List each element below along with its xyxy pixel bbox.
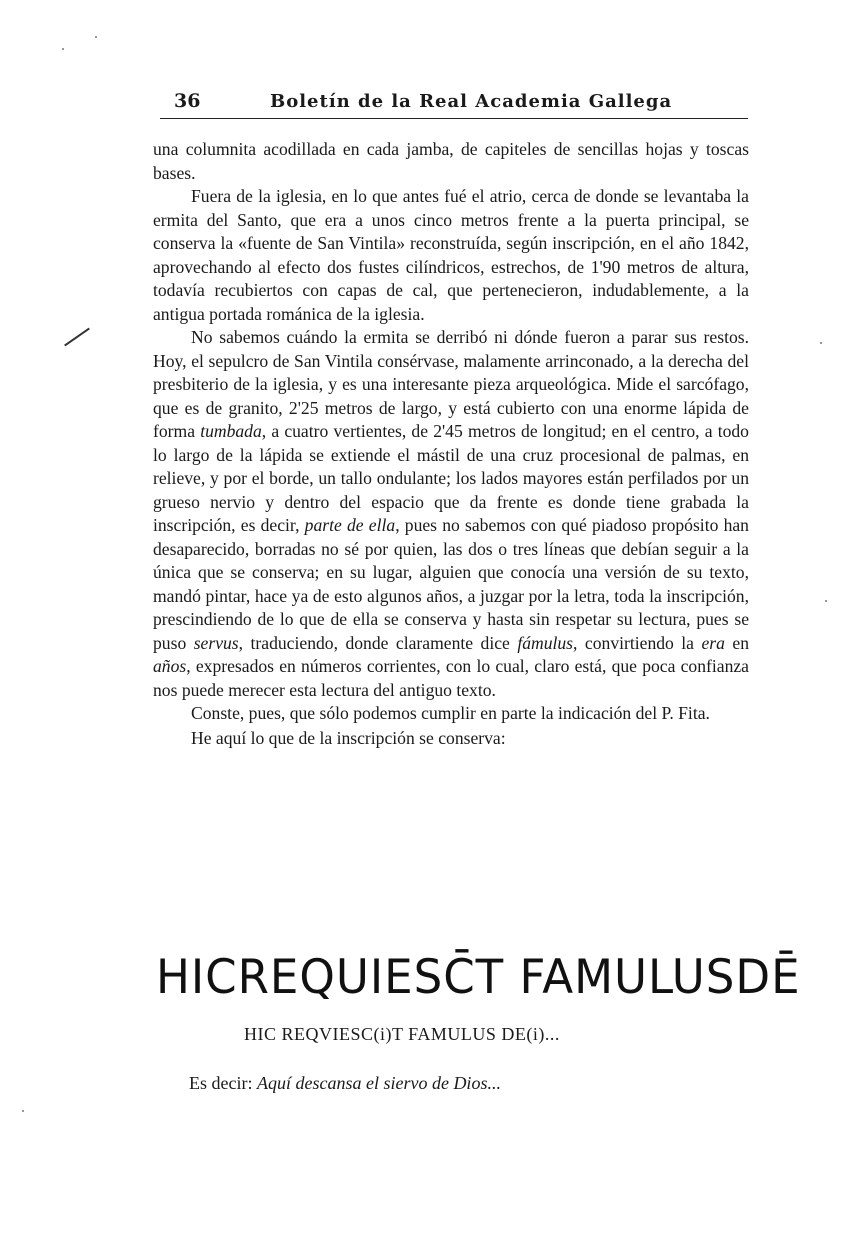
translation-text: Aquí descansa el siervo de Dios... [256, 1073, 501, 1093]
paper-speck [62, 48, 64, 50]
paragraph-continuation: una columnita acodillada en cada jamba, de capiteles de sencillas hojas y toscas bases. [153, 139, 749, 183]
translation-label: Es decir: [189, 1073, 253, 1093]
margin-mark [64, 328, 90, 347]
inscription-original: HICREQUIESC̄T FAMULUSDĒ [156, 950, 801, 1005]
paper-speck [825, 600, 827, 602]
paper-speck [820, 342, 822, 344]
paragraph-fountain: Fuera de la iglesia, en lo que antes fué el atrio, cerca de donde se levantaba la ermita del Santo, que era a unos cinco metros frente a la puerta principal, se conserva la «fuente de San Vintila» reconstruída, según inscripción, en el año 1842, aprovechando al efecto dos fustes cilíndricos, estrechos, de 1'90 metros de altura, todavía recubiertos con capas de cal, que pertenecieron, indudablemente, a la antigua portada románica de la iglesia. [153, 186, 749, 324]
page-number: 36 [174, 90, 201, 112]
page-header [160, 88, 748, 119]
body-text [153, 138, 749, 750]
paragraph-intro-inscription: He aquí lo que de la inscripción se conserva: [191, 727, 506, 748]
inscription-transcription: HIC REQVIESC(i)T FAMULUS DE(i)... [244, 1024, 560, 1044]
paper-speck [95, 36, 97, 38]
paper-speck [22, 1110, 24, 1112]
paragraph-conste: Conste, pues, que sólo podemos cumplir en parte la indicación del P. Fita. [191, 703, 710, 723]
paragraph-sepulchre: No sabemos cuándo la ermita se derribó ni dónde fueron a parar sus restos. Hoy, el sepulcro de San Vintila consérvase, malamente arrinconado, a la derecha del presbiterio de la iglesia, y es una interesante pieza arqueológica. Mide el sarcófago, que es de granito, 2'25 metros de largo, y está cubierto con una enorme lápida de forma tumbada, a cuatro vertientes, de 2'45 metros de longitud; en el centro, a todo lo largo de la lápida se extiende el mástil de una cruz procesional de palmas, en relieve, y por el borde, un tallo ondulante; los lados mayores están perfilados por un grueso nervio y dentro del espacio que da frente es donde tiene grabada la inscripción, es decir, parte de ella, pues no sabemos con qué piadoso propósito han desaparecido, borradas no sé por quien, las dos o tres líneas que debían seguir a la única que se conserva; en su lugar, alguien que conocía una versión de su texto, mandó pintar, hace ya de esto algunos años, a juzgar por la letra, toda la inscripción, prescindiendo de lo que de ella se conserva y hasta sin respetar su lectura, pues se puso servus, traduciendo, donde claramente dice fámulus, convirtiendo la era en años, expresados en números corrientes, con lo cual, claro está, que poca confianza nos puede merecer esta lectura del antiguo texto. [153, 327, 749, 700]
running-title: Boletín de la Real Academia Gallega [270, 91, 673, 112]
inscription-translation [189, 1073, 501, 1094]
